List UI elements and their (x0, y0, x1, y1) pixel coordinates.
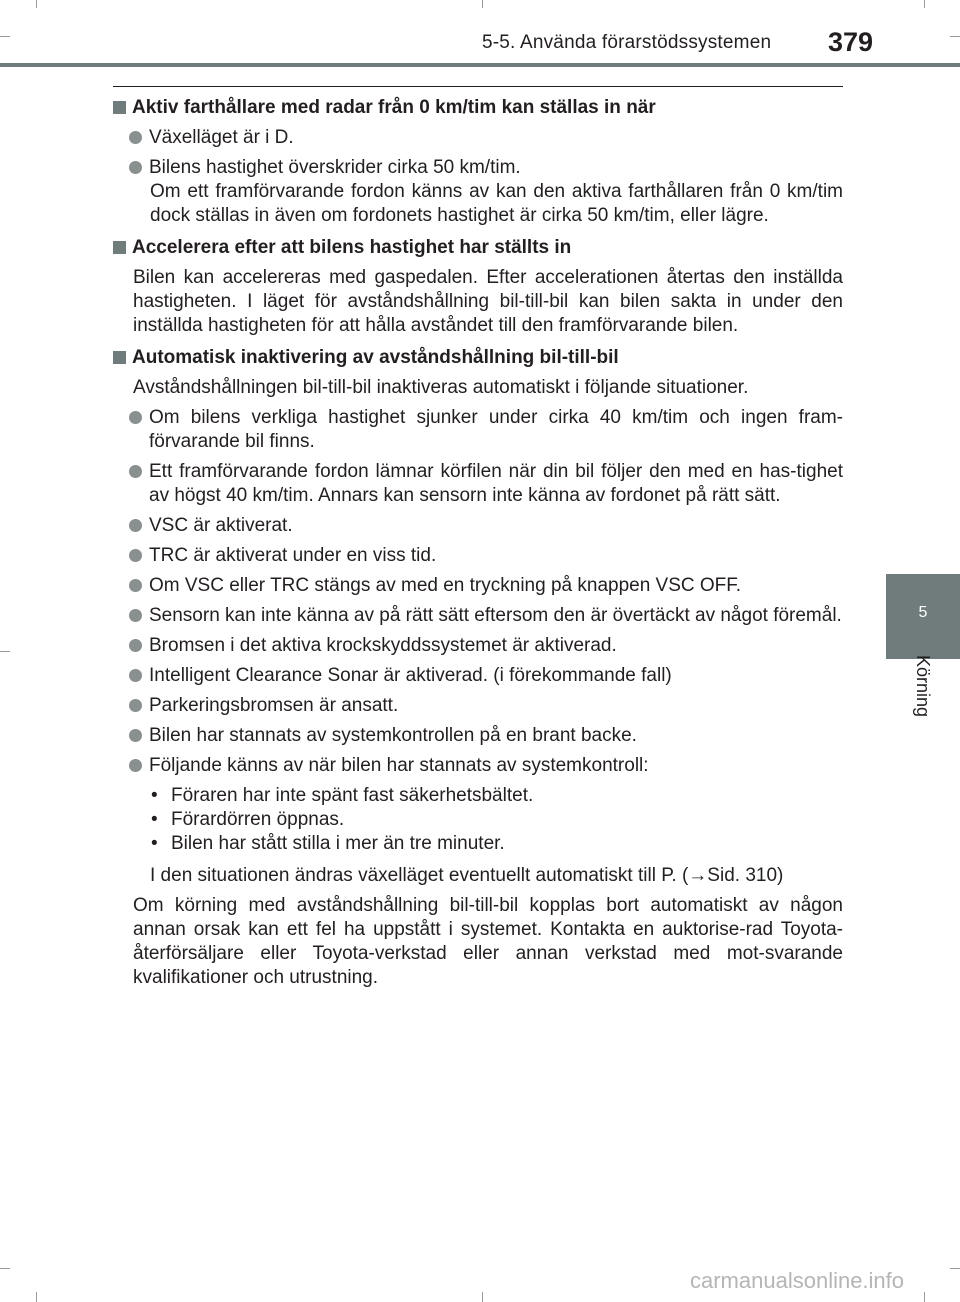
dot-bullet-icon: • (151, 809, 158, 830)
circle-bullet-icon (129, 699, 142, 712)
sub-list-item: • Förardörren öppnas. (151, 809, 345, 830)
crop-mark (924, 0, 925, 8)
circle-bullet-icon (129, 669, 142, 682)
section-paragraph: Bilen kan accelereras med gaspedalen. Efter accelerationen återtas den inställda hastigheten. I läget för avståndshållning bil-till-bil kan bilen sakta in under den inställda hastigheten för att hålla avståndet till den framförvarande bilen. (133, 267, 843, 336)
section-activation (113, 96, 843, 228)
list-item: TRC är aktiverat under en viss tid. (129, 544, 843, 568)
chapter-tab-number: 5 (918, 604, 928, 621)
chapter-title: 5-5. Använda förarstödssystemen (482, 32, 772, 53)
crop-mark (0, 651, 10, 652)
crop-mark (36, 0, 37, 8)
crop-mark (482, 1292, 483, 1302)
list-item: VSC är aktiverat. (129, 514, 843, 538)
square-bullet-icon (113, 241, 126, 254)
chapter-tab-label: Körning (913, 655, 933, 718)
circle-bullet-icon (129, 639, 142, 652)
section-heading: Accelerera efter att bilens hastighet har ställts in (113, 236, 843, 260)
section-heading: Automatisk inaktivering av avståndshållning bil-till-bil (113, 346, 843, 370)
section-auto-deactivation (113, 346, 843, 990)
bullet-continuation: Om ett framförvarande fordon känns av kan den aktiva farthållaren från 0 km/tim dock ställas in även om fordonets hastighet är cirka 50 km/tim, eller lägre. (150, 181, 843, 226)
section-heading: Aktiv farthållare med radar från 0 km/tim kan ställas in när (113, 96, 843, 120)
dot-bullet-icon: • (151, 785, 158, 806)
page-content (113, 96, 843, 998)
crop-mark (924, 1292, 925, 1302)
sub-list (151, 784, 843, 856)
sub-list-item: • Bilen har stått stilla i mer än tre minuter. (151, 833, 505, 854)
list-item: Sensorn kan inte känna av på rätt sätt eftersom den är övertäckt av något föremål. (129, 604, 843, 628)
list-item: Bilens hastighet överskrider cirka 50 km/tim. (129, 156, 843, 180)
watermark: carmanualsonline.info (690, 1268, 905, 1293)
list-item: Om bilens verkliga hastighet sjunker under cirka 40 km/tim och ingen fram-förvarande bil finns. (129, 406, 843, 454)
crop-mark (950, 36, 960, 37)
sub-list-note: I den situationen ändras växelläget eventuellt automatiskt till P. (→Sid. 310) (150, 865, 784, 886)
list-item: Parkeringsbromsen är ansatt. (129, 694, 843, 718)
circle-bullet-icon (129, 465, 142, 478)
circle-bullet-icon (129, 579, 142, 592)
list-item: Bilen har stannats av systemkontrollen på en brant backe. (129, 724, 843, 748)
chapter-tab (886, 574, 960, 659)
circle-bullet-icon (129, 759, 142, 772)
list-item: Bromsen i det aktiva krockskyddssystemet är aktiverad. (129, 634, 843, 658)
list-item: Ett framförvarande fordon lämnar körfilen när din bil följer den med en has-tighet av högst 40 km/tim. Annars kan sensorn inte känna av fordonet på rätt sätt. (129, 460, 843, 508)
crop-mark (0, 1268, 10, 1269)
circle-bullet-icon (129, 161, 142, 174)
crop-mark (482, 0, 483, 8)
section-acceleration (113, 236, 843, 338)
page-number: 379 (828, 27, 874, 57)
list-item: Intelligent Clearance Sonar är aktiverad. (i förekommande fall) (129, 664, 843, 688)
section-intro: Avståndshållningen bil-till-bil inaktiveras automatiskt i följande situationer. (133, 377, 749, 398)
circle-bullet-icon (129, 519, 142, 532)
square-bullet-icon (113, 351, 126, 364)
circle-bullet-icon (129, 411, 142, 424)
square-bullet-icon (113, 101, 126, 114)
dot-bullet-icon: • (151, 833, 158, 854)
sub-list-item: • Föraren har inte spänt fast säkerhetsbältet. (151, 785, 534, 806)
crop-mark (0, 36, 10, 37)
closing-paragraph: Om körning med avståndshållning bil-till-bil kopplas bort automatiskt av någon annan orsak kan ett fel ha uppstått i systemet. Kontakta en auktorise-rad Toyota-återförsäljare eller Toyota-verkstad eller annan verkstad med mot-svarande kvalifikationer och utrustning. (133, 895, 843, 988)
circle-bullet-icon (129, 549, 142, 562)
list-item: Följande känns av när bilen har stannats av systemkontroll: (129, 754, 843, 778)
circle-bullet-icon (129, 729, 142, 742)
header-rule (0, 63, 960, 67)
list-item: Om VSC eller TRC stängs av med en tryckning på knappen VSC OFF. (129, 574, 843, 598)
circle-bullet-icon (129, 609, 142, 622)
crop-mark (950, 1268, 960, 1269)
list-item: Växelläget är i D. (129, 126, 843, 150)
crop-mark (36, 1292, 37, 1302)
circle-bullet-icon (129, 131, 142, 144)
content-top-rule (113, 86, 843, 87)
